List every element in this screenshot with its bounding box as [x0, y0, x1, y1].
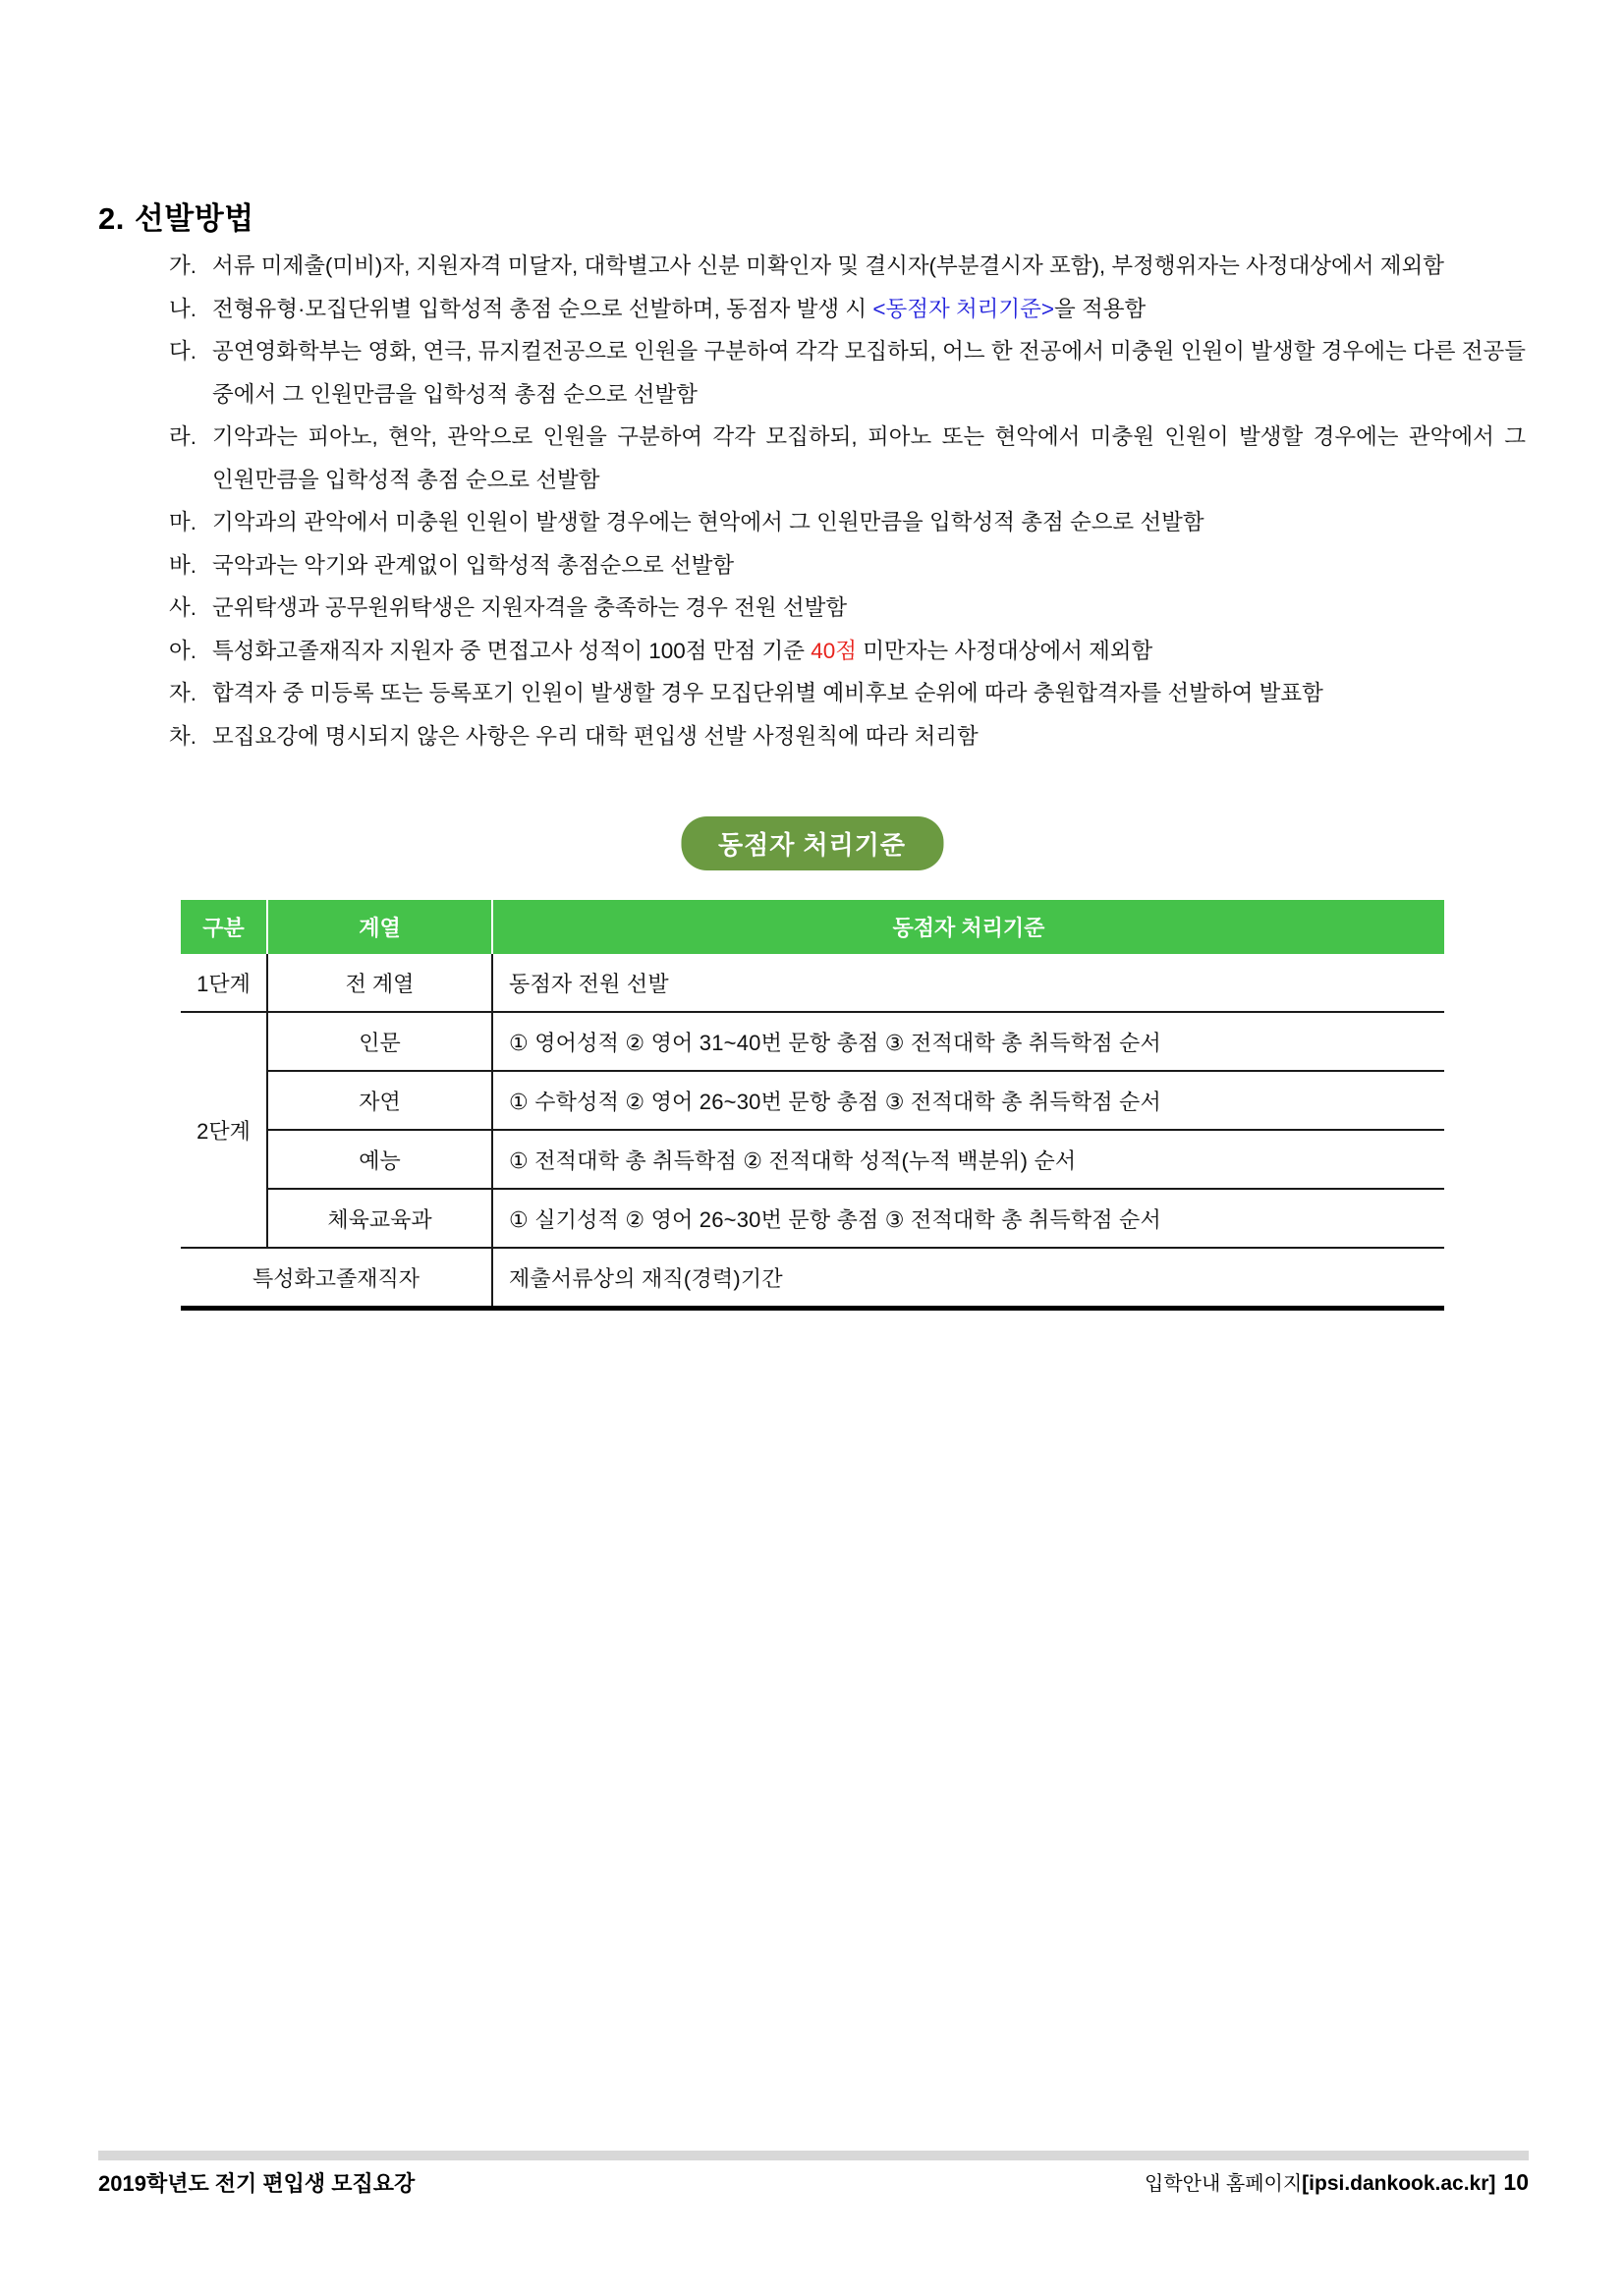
table-cell-category: 체육교육과 — [267, 1189, 492, 1248]
list-item — [169, 544, 1526, 588]
table-header-row — [181, 900, 1444, 954]
footer-divider-bar — [98, 2151, 1529, 2160]
list-item-marker: 자. — [169, 681, 196, 705]
list-item-marker: 차. — [169, 723, 196, 749]
list-item-text-segment: 특성화고졸재직자 지원자 중 면접고사 성적이 100점 만점 기준 — [212, 638, 812, 663]
table-cell-category: 특성화고졸재직자 — [181, 1248, 492, 1306]
table-cell-criteria: ① 전적대학 총 취득학점 ② 전적대학 성적(누적 백분위) 순서 — [492, 1130, 1444, 1189]
list-item-text — [212, 288, 1526, 331]
list-item — [169, 672, 1526, 715]
list-item — [169, 501, 1526, 544]
list-item-text: 공연영화학부는 영화, 연극, 뮤지컬전공으로 인원을 구분하여 각각 모집하되, 어느 한 전공에서 미충원 인원이 발생할 경우에는 다른 전공들 중에서 그 인원만큼을 입학성적 총점 순으로 선발함 — [212, 339, 1526, 407]
table-header-stage: 구분 — [181, 900, 267, 954]
table-row — [181, 1130, 1444, 1189]
list-item-text-segment: 전형유형·모집단위별 입학성적 총점 순으로 선발하며, 동점자 발생 시 — [212, 296, 873, 321]
minimum-score-highlight: 40점 — [811, 638, 857, 663]
tie-break-table — [181, 900, 1444, 1311]
table-cell-category: 인문 — [267, 1012, 492, 1071]
list-item-marker: 가. — [169, 253, 196, 278]
footer-document-title: 2019학년도 전기 편입생 모집요강 — [98, 2171, 416, 2196]
list-item-marker: 아. — [169, 638, 196, 663]
footer-page-info — [1145, 2167, 1529, 2196]
list-item-text: 모집요강에 명시되지 않은 사항은 우리 대학 편입생 선발 사정원칙에 따라 처리함 — [212, 723, 979, 749]
list-item-text: 기악과는 피아노, 현악, 관악으로 인원을 구분하여 각각 모집하되, 피아노 또는 현악에서 미충원 인원이 발생할 경우에는 관악에서 그 인원만큼을 입학성적 총점 순으로 선발함 — [212, 424, 1526, 492]
list-item-marker: 라. — [169, 424, 196, 449]
list-item-text: 군위탁생과 공무원위탁생은 지원자격을 충족하는 경우 전원 선발함 — [212, 595, 848, 620]
list-item-text: 합격자 중 미등록 또는 등록포기 인원이 발생할 경우 모집단위별 예비후보 순위에 따라 충원합격자를 선발하여 발표함 — [212, 681, 1323, 705]
list-item — [169, 330, 1526, 416]
table-cell-category: 자연 — [267, 1071, 492, 1130]
list-item — [169, 416, 1526, 501]
table-row — [181, 954, 1444, 1012]
table-cell-stage: 1단계 — [181, 954, 267, 1012]
list-item-marker: 사. — [169, 595, 196, 620]
table-cell-criteria: 제출서류상의 재직(경력)기간 — [492, 1248, 1444, 1306]
list-item-text-segment: 미만자는 사정대상에서 제외함 — [856, 638, 1153, 663]
table-cell-category: 예능 — [267, 1130, 492, 1189]
list-item — [169, 715, 1526, 758]
page-title — [98, 194, 254, 238]
list-item-text: 국악과는 악기와 관계없이 입학성적 총점순으로 선발함 — [212, 552, 735, 578]
footer-homepage-url: [ipsi.dankook.ac.kr] — [1302, 2172, 1496, 2195]
table-cell-category: 전 계열 — [267, 954, 492, 1012]
table-cell-criteria: ① 수학성적 ② 영어 26~30번 문항 총점 ③ 전적대학 총 취득학점 순서 — [492, 1071, 1444, 1130]
table-row — [181, 1012, 1444, 1071]
list-item-text — [212, 630, 1526, 673]
list-item — [169, 587, 1526, 630]
table-header-category: 계열 — [267, 900, 492, 954]
section-number: 2. — [98, 201, 125, 236]
tie-break-reference-link[interactable]: <동점자 처리기준> — [872, 296, 1055, 321]
table-row — [181, 1189, 1444, 1248]
selection-method-list — [169, 245, 1526, 757]
table-cell-criteria: 동점자 전원 선발 — [492, 954, 1444, 1012]
section-title: 선발방법 — [134, 201, 254, 236]
list-item-marker: 나. — [169, 296, 196, 321]
table-cell-criteria: ① 실기성적 ② 영어 26~30번 문항 총점 ③ 전적대학 총 취득학점 순서 — [492, 1189, 1444, 1248]
table-header-criteria: 동점자 처리기준 — [492, 900, 1444, 954]
table-row — [181, 1071, 1444, 1130]
table-row — [181, 1248, 1444, 1306]
list-item — [169, 288, 1526, 331]
list-item — [169, 245, 1526, 288]
list-item-text-segment: 을 적용함 — [1054, 296, 1147, 321]
footer-page-number: 10 — [1503, 2169, 1529, 2195]
list-item-marker: 다. — [169, 339, 196, 364]
list-item — [169, 630, 1526, 673]
footer-homepage-label: 입학안내 홈페이지 — [1145, 2173, 1303, 2195]
list-item-marker: 마. — [169, 510, 196, 534]
list-item-marker: 바. — [169, 552, 196, 578]
tie-break-badge: 동점자 처리기준 — [681, 816, 943, 870]
table-cell-criteria: ① 영어성적 ② 영어 31~40번 문항 총점 ③ 전적대학 총 취득학점 순서 — [492, 1012, 1444, 1071]
list-item-text: 기악과의 관악에서 미충원 인원이 발생할 경우에는 현악에서 그 인원만큼을 입학성적 총점 순으로 선발함 — [212, 510, 1204, 534]
list-item-text: 서류 미제출(미비)자, 지원자격 미달자, 대학별고사 신분 미확인자 및 결시자(부분결시자 포함), 부정행위자는 사정대상에서 제외함 — [212, 253, 1444, 278]
table-cell-stage: 2단계 — [181, 1012, 267, 1248]
